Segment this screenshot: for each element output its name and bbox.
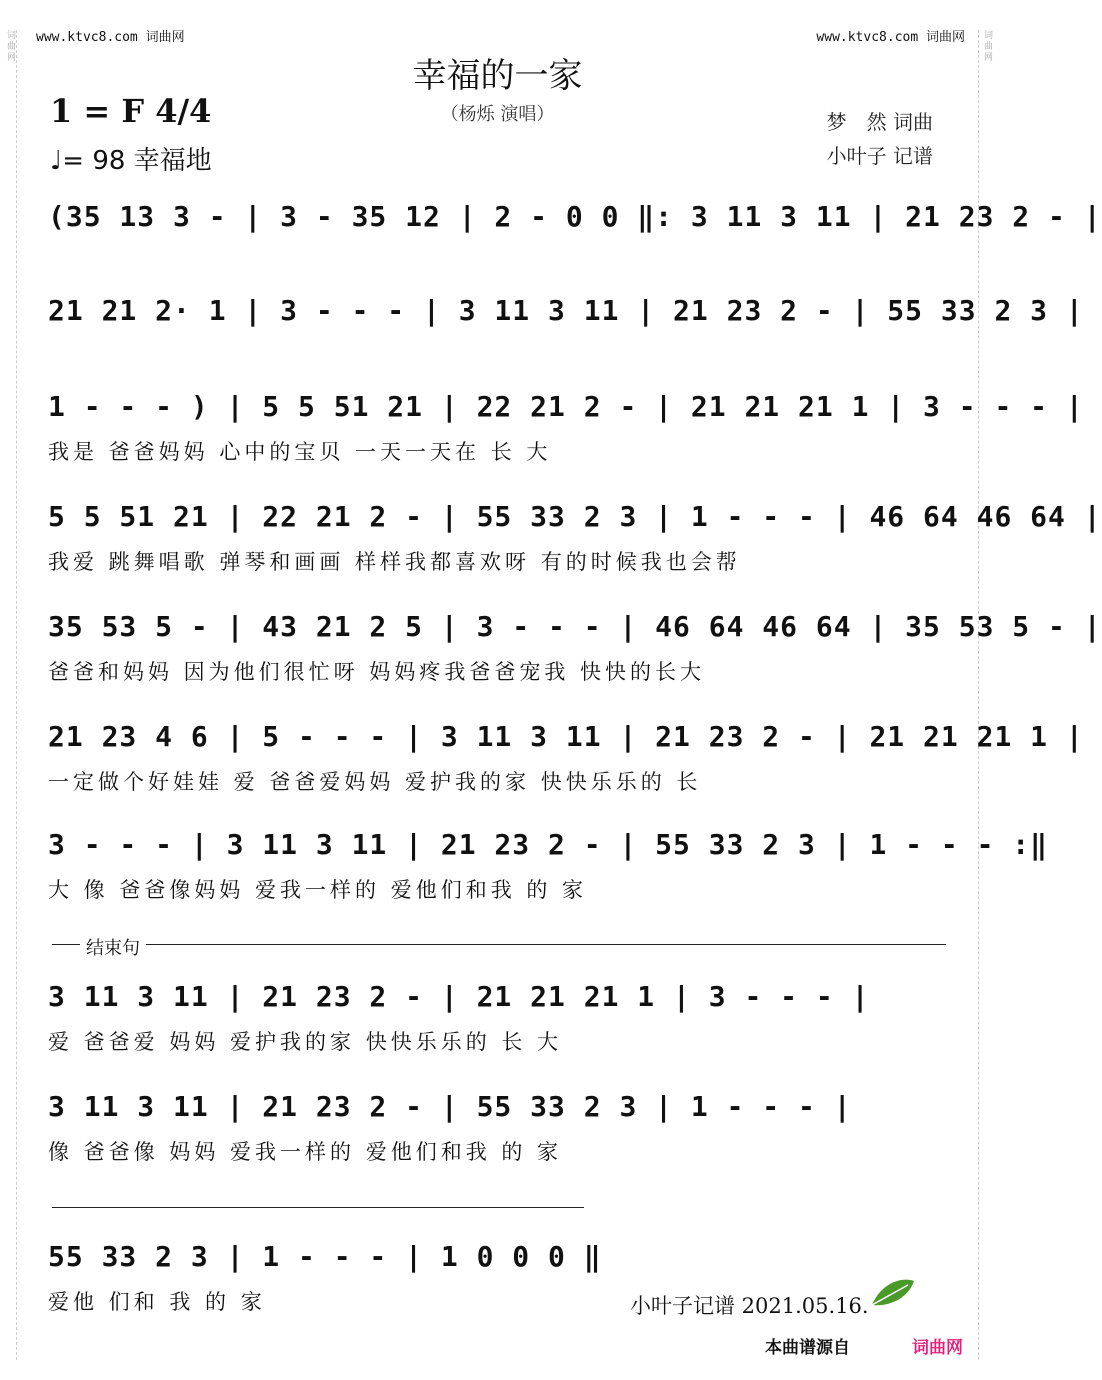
composer-credit: 梦 然 词曲 [826,110,933,134]
volta-line [52,1207,584,1208]
notation-line: 3 - - - | 3 11 3 11 | 21 23 2 - | 55 33 2 3 | 1 - - - :‖ [48,828,1049,861]
footer-source: 本曲谱源自 [765,1338,850,1358]
notation-line: 21 23 4 6 | 5 - - - | 3 11 3 11 | 21 23 2 - | 21 21 21 1 | [48,720,1084,753]
side-watermark-left: 词曲网 [2,30,17,1360]
side-watermark-right: 词曲网 [978,30,993,1360]
notation-line: 35 53 5 - | 43 21 2 5 | 3 - - - | 46 64 46 64 | 35 53 5 - | [48,610,1102,643]
footer-brand[interactable]: 词曲网 [912,1338,963,1358]
notation-line: 3 11 3 11 | 21 23 2 - | 21 21 21 1 | 3 - - - | [48,980,870,1013]
lyrics-line: 一定做个好娃娃 爱 爸爸爱妈妈 爱护我的家 快快乐乐的 长 [48,770,702,794]
signoff: 小叶子记谱 2021.05.16. [630,1294,869,1318]
notation-line: 21 21 2· 1 | 3 - - - | 3 11 3 11 | 21 23 2 - | 55 33 2 3 | [48,294,1084,327]
song-title: 幸福的一家 [412,56,583,96]
notation-line: 5 5 51 21 | 22 21 2 - | 55 33 2 3 | 1 - - - | 46 64 46 64 | [48,500,1102,533]
singer: （杨烁 演唱） [440,104,555,125]
notation-line: (35 13 3 - | 3 - 35 12 | 2 - 0 0 ‖: 3 11 3 11 | 21 23 2 - | [48,200,1102,233]
notation-line: 1 - - - ) | 5 5 51 21 | 22 21 2 - | 21 21 21 1 | 3 - - - | [48,390,1084,423]
leaf-icon [868,1275,918,1309]
lyrics-line: 爱他 们和 我 的 家 [48,1290,266,1314]
notation-line: 55 33 2 3 | 1 - - - | 1 0 0 0 ‖ [48,1240,602,1273]
ending-bracket-line [52,944,946,945]
lyrics-line: 爸爸和妈妈 因为他们很忙呀 妈妈疼我爸爸宠我 快快的长大 [48,660,706,684]
ending-label: 结束句 [80,934,146,960]
transcriber-credit: 小叶子 记谱 [826,144,933,168]
header-left: www.ktvc8.com 词曲网 [36,30,185,45]
header-right: www.ktvc8.com 词曲网 [816,30,965,45]
tempo-marking: ♩= 98 幸福地 [50,146,212,176]
lyrics-line: 爱 爸爸爱 妈妈 爱护我的家 快快乐乐的 长 大 [48,1030,563,1054]
lyrics-line: 我爱 跳舞唱歌 弹琴和画画 样样我都喜欢呀 有的时候我也会帮 [48,550,741,574]
notation-line: 3 11 3 11 | 21 23 2 - | 55 33 2 3 | 1 - - - | [48,1090,852,1123]
key-signature: 1 = F 4/4 [50,92,212,130]
lyrics-line: 大 像 爸爸像妈妈 爱我一样的 爱他们和我 的 家 [48,878,588,902]
lyrics-line: 像 爸爸像 妈妈 爱我一样的 爱他们和我 的 家 [48,1140,563,1164]
lyrics-line: 我是 爸爸妈妈 心中的宝贝 一天一天在 长 大 [48,440,552,464]
